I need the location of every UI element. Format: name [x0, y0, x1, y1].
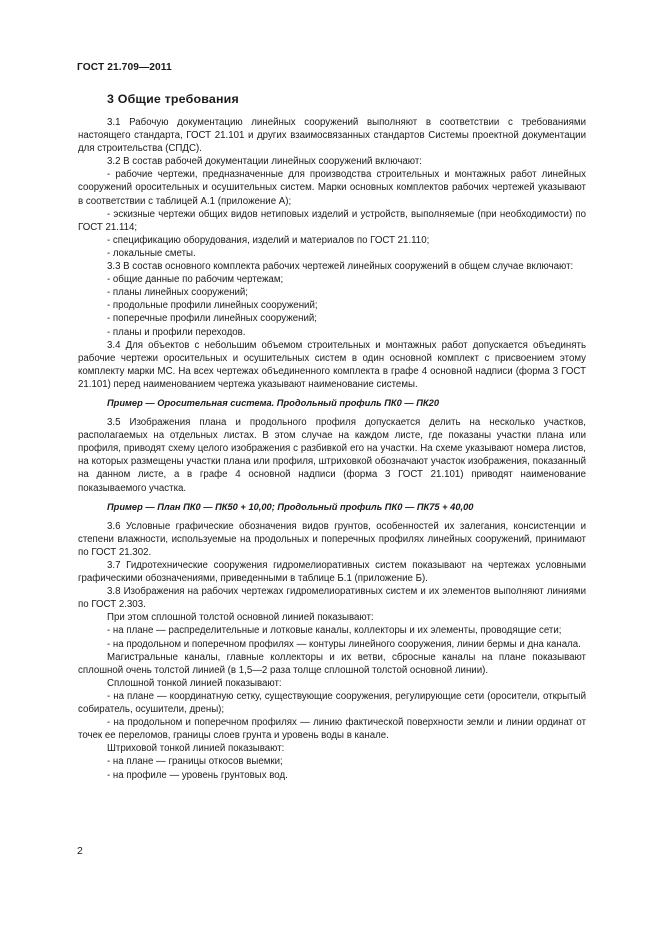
list-item: - на плане — координатную сетку, существующие сооружения, регулирующие сети (оросители, открытый собиратель, осушители, дрены);: [78, 690, 586, 716]
paragraph: 3.8 Изображения на рабочих чертежах гидромелиоративных систем и их элементов выполняют линиями по ГОСТ 2.303.: [78, 586, 586, 611]
list-item: - спецификацию оборудования, изделий и материалов по ГОСТ 21.110;: [107, 234, 430, 246]
list-item: - эскизные чертежи общих видов нетиповых изделий и устройств, выполняемые (при необходимости) по ГОСТ 21.114;: [78, 208, 586, 233]
list-item: - на профиле — уровень грунтовых вод.: [107, 769, 288, 781]
paragraph: 3.7 Гидротехнические сооружения гидромелиоративных систем показывают на чертежах условными графическими обозначениями, приведенными в таблице Б.1 (приложение Б).: [78, 560, 586, 585]
list-item: - локальные сметы.: [107, 247, 196, 259]
paragraph: Магистральные каналы, главные коллекторы и их ветви, сбросные каналы на плане показывают сплошной очень толстой линией (в 1,5—2 раза толще сплошной толстой основной линии).: [78, 651, 586, 676]
list-item: - на продольном и поперечном профилях — линию фактической поверхности земли и линии ординат от точек ее переломов, границы слоев грунта и уровень воды в канале.: [78, 717, 586, 742]
list-item: - общие данные по рабочим чертежам;: [107, 274, 284, 286]
document-body: [78, 116, 586, 782]
paragraph: 3.4 Для объектов с небольшим объемом строительных и монтажных работ допускается объединять рабочие чертежи оросительных и осушительных систем в один основной комплект с присвоением этому комплекту марки МС. На всех чертежах объединенного комплекта в графе 4 основной надписи (форма 3 ГОСТ 21.101) перед наименованием чертежа указывают наименование системы.: [78, 339, 586, 390]
list-item: - на продольном и поперечном профилях — контуры линейного сооружения, линии бермы и дна канала.: [107, 638, 581, 650]
list-item: - поперечные профили линейных сооружений;: [107, 313, 317, 325]
list-item: - на плане — границы откосов выемки;: [107, 756, 283, 768]
list-item: - продольные профили линейных сооружений;: [107, 300, 318, 312]
paragraph: 3.1 Рабочую документацию линейных сооружений выполняют в соответствии с требованиями настоящего стандарта, ГОСТ 21.101 и других взаимосвязанных стандартов Системы проектной документации для строительства (СПДС).: [78, 117, 586, 155]
paragraph: Сплошной тонкой линией показывают:: [107, 677, 282, 689]
example-line: Пример — План ПК0 — ПК50 + 10,00; Продольный профиль ПК0 — ПК75 + 40,00: [107, 501, 474, 512]
paragraph: 3.2 В состав рабочей документации линейных сооружений включают:: [107, 156, 422, 168]
example-line: Пример — Оросительная система. Продольный профиль ПК0 — ПК20: [107, 397, 439, 408]
list-item: - рабочие чертежи, предназначенные для производства строительных и монтажных работ линейных сооружений оросительных и осушительных систем. Марки основных комплектов рабочих чертежей указывают в соответствии с таблицей А.1 (приложение А);: [78, 169, 586, 207]
section-title: 3 Общие требования: [107, 92, 239, 106]
paragraph: Штриховой тонкой линией показывают:: [107, 743, 285, 755]
list-item: - на плане — распределительные и лотковые каналы, коллекторы и их элементы, проводящие сети;: [107, 625, 562, 637]
list-item: - планы и профили переходов.: [107, 326, 246, 338]
list-item: - планы линейных сооружений;: [107, 287, 248, 299]
document-header: ГОСТ 21.709—2011: [77, 62, 172, 73]
paragraph: При этом сплошной толстой основной линией показывают:: [107, 612, 374, 624]
paragraph: 3.5 Изображения плана и продольного профиля допускается делить на несколько участков, располагаемых на отдельных листах. В этом случае на каждом листе, где показаны участки плана или профиля, приводят схему целого изображения с разбивкой его на участки. На схеме указывают номера листов, на которых размещены участки плана или профиля, штриховкой обозначают участок изображения, показанный на данном листе, а в графе 4 основной надписи (форма 3 ГОСТ 21.101) приводят наименование показываемого участка.: [78, 417, 586, 494]
paragraph: 3.6 Условные графические обозначения видов грунтов, особенностей их залегания, консистенции и степени влажности, используемые на продольных и поперечных профилях линейных сооружений, принимают по ГОСТ 21.302.: [78, 520, 586, 558]
page-number: 2: [77, 845, 83, 857]
paragraph: 3.3 В состав основного комплекта рабочих чертежей линейных сооружений в общем случае включают:: [107, 261, 574, 273]
